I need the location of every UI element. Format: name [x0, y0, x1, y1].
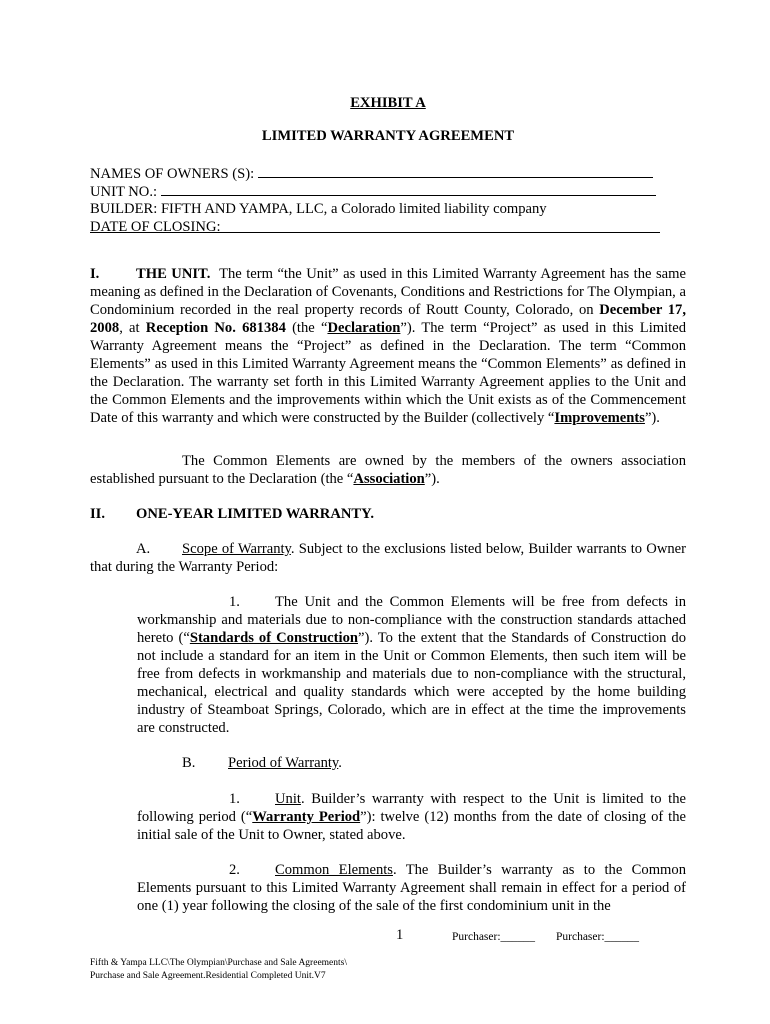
agreement-title: LIMITED WARRANTY AGREEMENT — [261, 128, 515, 144]
builder-line: BUILDER: FIFTH AND YAMPA, LLC, a Colorado limited liability company — [90, 201, 547, 217]
section-1-number: I. — [90, 266, 100, 282]
item-a1-number: 1. — [229, 594, 240, 610]
section-2-heading: ONE-YEAR LIMITED WARRANTY. — [136, 506, 374, 522]
unit-field — [90, 182, 690, 201]
exhibit-title: EXHIBIT A — [350, 95, 426, 111]
owners-label: NAMES OF OWNERS (S): — [90, 166, 255, 182]
unit-blank — [161, 182, 656, 196]
purchaser-initials-2: Purchaser:______ — [556, 931, 640, 943]
standards-paragraph: 1. The Unit and the Common Elements will be free from defects in workmanship and materials due to non-compliance with the construction standards attached hereto (“Standards of Construction”). To the extent that the Standards of Construction do not include a standard for an item in the Unit or Common Elements, then such item will be free from defects in workmanship and materials due to non-compliance with the structural, mechanical, electrical and quality standards which were accepted by the home building industry of Steamboat Springs, Colorado, which are in effect at the time the improvements are constructed. — [137, 594, 687, 736]
improvements-term: Improvements — [554, 410, 645, 426]
scope-of-warranty-paragraph: A. Scope of Warranty. Subject to the exclusions listed below, Builder warrants to Owner that during the Warranty Period: — [90, 541, 686, 575]
item-a-label: A. — [136, 541, 151, 557]
unit-label: UNIT NO.: — [90, 184, 158, 200]
section-1-heading: THE UNIT. — [136, 266, 211, 282]
common-elements-warranty-paragraph: 2. Common Elements. The Builder’s warranty as to the Common Elements pursuant to this Limited Warranty Agreement shall remain in effect for a period of one (1) year following the closing of the sale of the first condominium unit in the — [137, 862, 686, 914]
item-b1-number: 1. — [229, 791, 240, 807]
common-elements-paragraph: The Common Elements are owned by the members of the owners association established pursuant to the Declaration (the “Association”). — [90, 453, 686, 487]
standards-term: Standards of Construction — [189, 630, 358, 646]
file-path-line-2: Purchase and Sale Agreement.Residential Completed Unit.V7 — [90, 971, 326, 981]
association-term: Association — [353, 471, 425, 487]
section-1-paragraph: I. THE UNIT. The term “the Unit” as used in this Limited Warranty Agreement has the same meaning as defined in the Declaration of Covenants, Conditions and Restrictions for The Olympian, a Condominium recorded in the real property records of Routt County, Colorado, on December 17, 2008, at Reception No. 681384 (the “Declaration”). The term “Project” as used in this Limited Warranty Agreement means the “Project” as defined in the Declaration. The term “Common Elements” as used in this Limited Warranty Agreement means the “Common Elements” as defined in the Declaration. The warranty set forth in this Limited Warranty Agreement applies to the Unit and the Common Elements and the improvements within which the Unit exists as of the Commencement Date of this warranty and which were constructed by the Builder (collectively “Improvements”). — [90, 266, 687, 426]
item-b2-number: 2. — [229, 862, 240, 878]
closing-blank — [90, 232, 660, 233]
reception-number: Reception No. 681384 — [145, 320, 286, 336]
scope-of-warranty-title: Scope of Warranty — [182, 541, 291, 557]
file-path-line-1: Fifth & Yampa LLC\The Olympian\Purchase and Sale Agreements\ — [90, 958, 347, 968]
warranty-period-term: Warranty Period — [252, 809, 361, 825]
closing-label: DATE OF CLOSING: — [90, 219, 221, 235]
owners-blank — [258, 164, 653, 178]
owners-field — [90, 164, 690, 183]
declaration-date: December 17, 2008 — [90, 302, 686, 336]
period-of-warranty-row: B. Period of Warranty. — [182, 755, 342, 771]
item-b-label: B. — [182, 755, 196, 771]
section-2-number: II. — [90, 506, 106, 522]
declaration-term: Declaration — [327, 320, 401, 336]
period-of-warranty-title: Period of Warranty — [228, 755, 339, 771]
page-number: 1 — [396, 927, 404, 943]
purchaser-initials-1: Purchaser:______ — [452, 931, 536, 943]
unit-warranty-paragraph: 1. Unit. Builder’s warranty with respect to the Unit is limited to the following period (“Warranty Period”): twelve (12) months from the date of closing of the initial sale of the Unit to Owner, stated above. — [137, 791, 686, 843]
unit-title: Unit — [275, 791, 301, 807]
common-elements-title: Common Elements — [275, 862, 393, 878]
section-2-heading-row — [90, 505, 686, 523]
